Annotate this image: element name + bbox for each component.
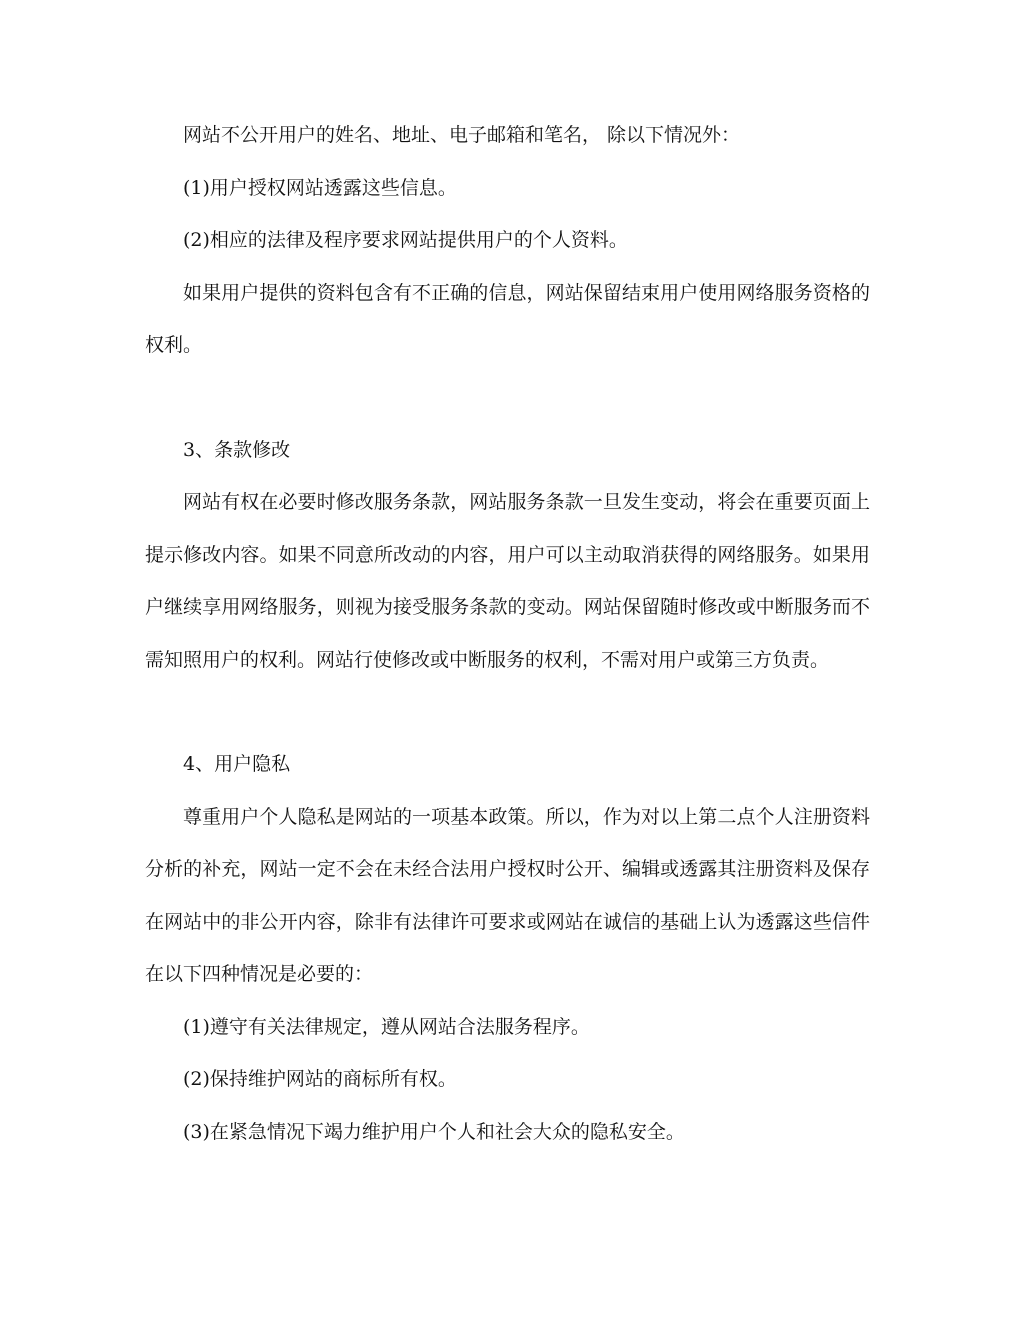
list-item-emergency-privacy: (3)在紧急情况下竭力维护用户个人和社会大众的隐私安全。 (183, 1120, 685, 1143)
document-body (145, 109, 870, 1158)
list-item-legal-requirement: (2)相应的法律及程序要求网站提供用户的个人资料。 (183, 229, 628, 251)
paragraph-user-privacy: 尊重用户个人隐私是网站的一项基本政策。所以，作为对以上第二点个人注册资料分析的补充，网站一定不会在未经合法用户授权时公开、编辑或透露其注册资料及保存在网站中的非公开内容，除非有法律许可要求或网站在诚信的基础上认为透露这些信件在以下四种情况是必要的： (145, 805, 870, 985)
list-item-user-authorization: (1)用户授权网站透露这些信息。 (183, 176, 457, 199)
paragraph-incorrect-info: 如果用户提供的资料包含有不正确的信息，网站保留结束用户使用网络服务资格的权利。 (145, 281, 870, 356)
list-item-comply-law: (1)遵守有关法律规定，遵从网站合法服务程序。 (183, 1015, 590, 1038)
paragraph-terms-modification: 网站有权在必要时修改服务条款，网站服务条款一旦发生变动，将会在重要页面上提示修改内容。如果不同意所改动的内容，用户可以主动取消获得的网络服务。如果用户继续享用网络服务，则视为接受服务条款的变动。网站保留随时修改或中断服务而不需知照用户的权利。网站行使修改或中断服务的权利，不需对用户或第三方负责。 (145, 491, 870, 671)
list-item-trademark: (2)保持维护网站的商标所有权。 (183, 1068, 457, 1090)
paragraph-disclosure-intro: 网站不公开用户的姓名、地址、电子邮箱和笔名， 除以下情况外： (183, 124, 741, 146)
section-heading-user-privacy: 4、用户隐私 (183, 753, 291, 775)
section-heading-terms-modification: 3、条款修改 (183, 438, 291, 461)
